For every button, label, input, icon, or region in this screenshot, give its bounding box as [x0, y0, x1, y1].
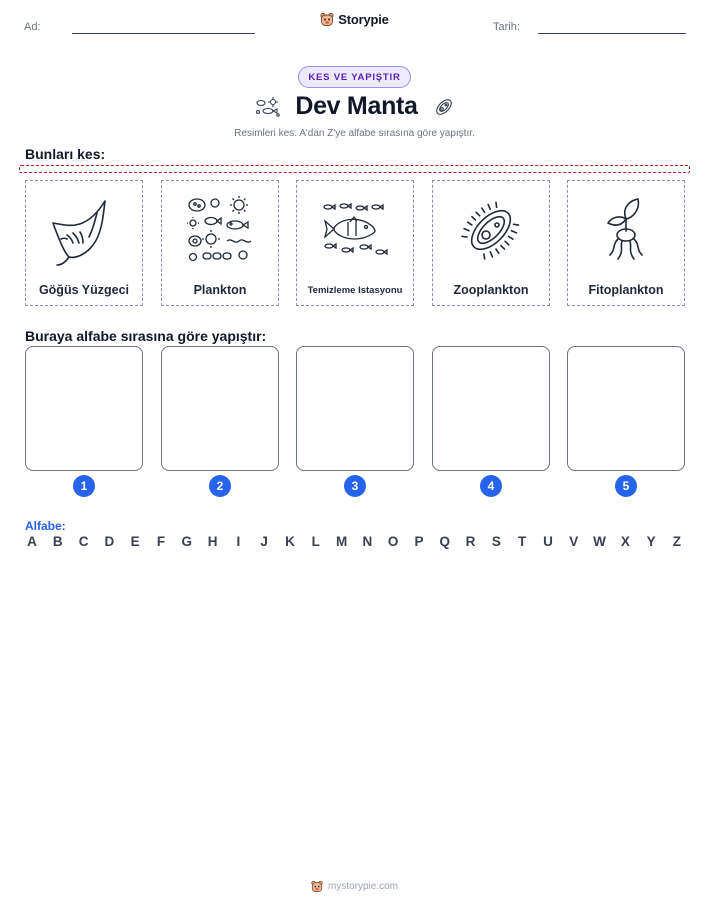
- footer-site: mystorypie.com: [327, 881, 398, 892]
- slot-number-3: 3: [344, 475, 366, 497]
- alphabet-letter: D: [104, 534, 115, 549]
- paste-slot-5[interactable]: [567, 346, 685, 471]
- alphabet-letter: B: [52, 534, 63, 549]
- cut-line: [19, 165, 690, 173]
- alphabet-letter: Q: [439, 534, 450, 549]
- alphabet-letter: Z: [672, 534, 682, 549]
- slot-number-1: 1: [73, 475, 95, 497]
- zooplankton-icon: [459, 198, 523, 262]
- name-line[interactable]: [72, 33, 255, 34]
- alphabet-letter: I: [236, 534, 241, 549]
- cut-card-label: Göğüs Yüzgeci: [38, 283, 130, 297]
- alphabet-letter: U: [543, 534, 553, 549]
- alphabet-letter: X: [620, 534, 630, 549]
- alphabet-letter: S: [491, 534, 501, 549]
- alphabet-letter: M: [335, 534, 348, 549]
- paste-slot-2[interactable]: [161, 346, 279, 471]
- slot-number-4: 4: [480, 475, 502, 497]
- alphabet-letter: K: [285, 534, 295, 549]
- date-line[interactable]: [538, 33, 686, 34]
- alphabet-letter: P: [414, 534, 424, 549]
- cut-card-1[interactable]: [25, 180, 143, 306]
- instructions: Resimleri kes. A'dan Z'ye alfabe sırasına göre yapıştır.: [234, 128, 475, 139]
- alphabet-label: Alfabe:: [25, 519, 66, 533]
- activity-badge: KES VE YAPIŞTIR: [298, 66, 411, 88]
- cut-card-2[interactable]: [161, 180, 279, 306]
- cut-section-label: Bunları kes:: [25, 146, 106, 162]
- cut-card-label: Plankton: [193, 283, 247, 297]
- title-row: [0, 92, 709, 121]
- phytoplankton-icon: [600, 197, 652, 263]
- alphabet-letter: J: [260, 534, 268, 549]
- cut-card-3[interactable]: [296, 180, 414, 306]
- page-title: Dev Manta: [295, 92, 418, 120]
- manta-fin-icon: [47, 193, 121, 267]
- cut-card-label: Temizleme Istasyonu: [307, 285, 403, 296]
- brand-name: Storypie: [338, 12, 389, 27]
- alphabet-letter: G: [181, 534, 193, 549]
- paste-slot-3[interactable]: [296, 346, 414, 471]
- alphabet-letter: O: [387, 534, 399, 549]
- paste-section-label: Buraya alfabe sırasına göre yapıştır:: [25, 328, 267, 344]
- paste-slot-1[interactable]: [25, 346, 143, 471]
- slot-number-5: 5: [615, 475, 637, 497]
- storypie-footer-icon: [311, 880, 323, 893]
- name-label: Ad:: [24, 21, 41, 33]
- storypie-logo-icon: [320, 12, 334, 27]
- cut-card-label: Fitoplankton: [588, 283, 664, 297]
- footer: [0, 880, 709, 893]
- cut-card-label: Zooplankton: [453, 283, 529, 297]
- date-label: Tarih:: [493, 21, 520, 33]
- alphabet-letter: R: [465, 534, 476, 549]
- alphabet-letter: V: [569, 534, 579, 549]
- brand-logo: [0, 12, 709, 27]
- zooplankton-mini-icon: [432, 95, 456, 119]
- alphabet-row: [25, 534, 684, 549]
- alphabet-letter: E: [130, 534, 140, 549]
- slot-number-2: 2: [209, 475, 231, 497]
- paste-slot-4[interactable]: [432, 346, 550, 471]
- alphabet-letter: F: [156, 534, 166, 549]
- alphabet-letter: C: [78, 534, 89, 549]
- alphabet-letter: H: [207, 534, 218, 549]
- plankton-icon: [183, 195, 257, 265]
- cleaning-station-icon: [320, 202, 390, 258]
- alphabet-letter: T: [518, 534, 527, 549]
- alphabet-letter: W: [593, 534, 606, 549]
- alphabet-letter: L: [311, 534, 320, 549]
- alphabet-letter: Y: [646, 534, 656, 549]
- alphabet-letter: A: [27, 534, 37, 549]
- alphabet-letter: N: [362, 534, 373, 549]
- cut-card-4[interactable]: [432, 180, 550, 306]
- plankton-mini-icon: [253, 96, 281, 118]
- cut-card-5[interactable]: [567, 180, 685, 306]
